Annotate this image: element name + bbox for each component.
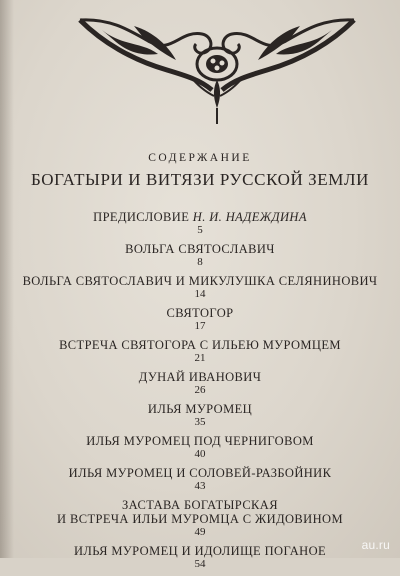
toc-entry-title	[0, 210, 400, 224]
toc-entry-title: ИЛЬЯ МУРОМЕЦ И СОЛОВЕЙ-РАЗБОЙНИК	[68, 466, 332, 480]
toc-entry-label: ПРЕДИСЛОВИЕ	[93, 210, 190, 224]
toc-entry[interactable]	[0, 210, 400, 236]
toc-entry-title: ДУНАЙ ИВАНОВИЧ	[138, 370, 262, 384]
toc-entry-page: 5	[197, 224, 203, 236]
toc-entry[interactable]	[0, 402, 400, 428]
toc-entry-page: 49	[194, 526, 206, 538]
toc-entry[interactable]	[0, 434, 400, 460]
toc-entry-page: 17	[194, 320, 206, 332]
toc-entry-title: ИЛЬЯ МУРОМЕЦ И ИДОЛИЩЕ ПОГАНОЕ	[73, 544, 327, 558]
toc-entry-page: 26	[194, 384, 206, 396]
toc-entry[interactable]	[0, 338, 400, 364]
table-of-contents	[0, 210, 400, 576]
toc-entry[interactable]	[0, 274, 400, 300]
toc-entry-page: 54	[194, 558, 206, 570]
contents-heading: СОДЕРЖАНИЕ	[148, 152, 252, 164]
toc-entry-title-line2: И ВСТРЕЧА ИЛЬИ МУРОМЦА С ЖИДОВИНОМ	[57, 512, 343, 526]
toc-entry-title: ИЛЬЯ МУРОМЕЦ	[147, 402, 253, 416]
watermark: au.ru	[361, 538, 390, 552]
book-title: БОГАТЫРИ И ВИТЯЗИ РУССКОЙ ЗЕМЛИ	[30, 170, 370, 189]
toc-entry-title: ВСТРЕЧА СВЯТОГОРА С ИЛЬЕЮ МУРОМЦЕМ	[59, 338, 341, 352]
toc-entry[interactable]	[0, 242, 400, 268]
toc-entry-title: ИЛЬЯ МУРОМЕЦ ПОД ЧЕРНИГОВОМ	[86, 434, 314, 448]
toc-entry-page: 14	[194, 288, 206, 300]
toc-entry[interactable]	[0, 498, 400, 538]
toc-entry-page: 21	[194, 352, 206, 364]
toc-entry-page: 40	[194, 448, 206, 460]
toc-entry-title: СВЯТОГОР	[166, 306, 234, 320]
decorative-ornament-icon	[72, 12, 362, 128]
toc-entry-title: ЗАСТАВА БОГАТЫРСКАЯ	[122, 498, 278, 512]
toc-entry[interactable]	[0, 544, 400, 570]
toc-entry-page: 43	[194, 480, 206, 492]
toc-entry[interactable]	[0, 370, 400, 396]
toc-entry[interactable]	[0, 306, 400, 332]
toc-entry-page: 8	[197, 256, 203, 268]
toc-entry-title: ВОЛЬГА СВЯТОСЛАВИЧ	[125, 242, 275, 256]
toc-entry[interactable]	[0, 466, 400, 492]
toc-entry-author: Н. И. НАДЕЖДИНА	[192, 210, 307, 224]
toc-entry-page: 35	[194, 416, 206, 428]
toc-entry-title: ВОЛЬГА СВЯТОСЛАВИЧ И МИКУЛУШКА СЕЛЯНИНОВИЧ	[22, 274, 378, 288]
